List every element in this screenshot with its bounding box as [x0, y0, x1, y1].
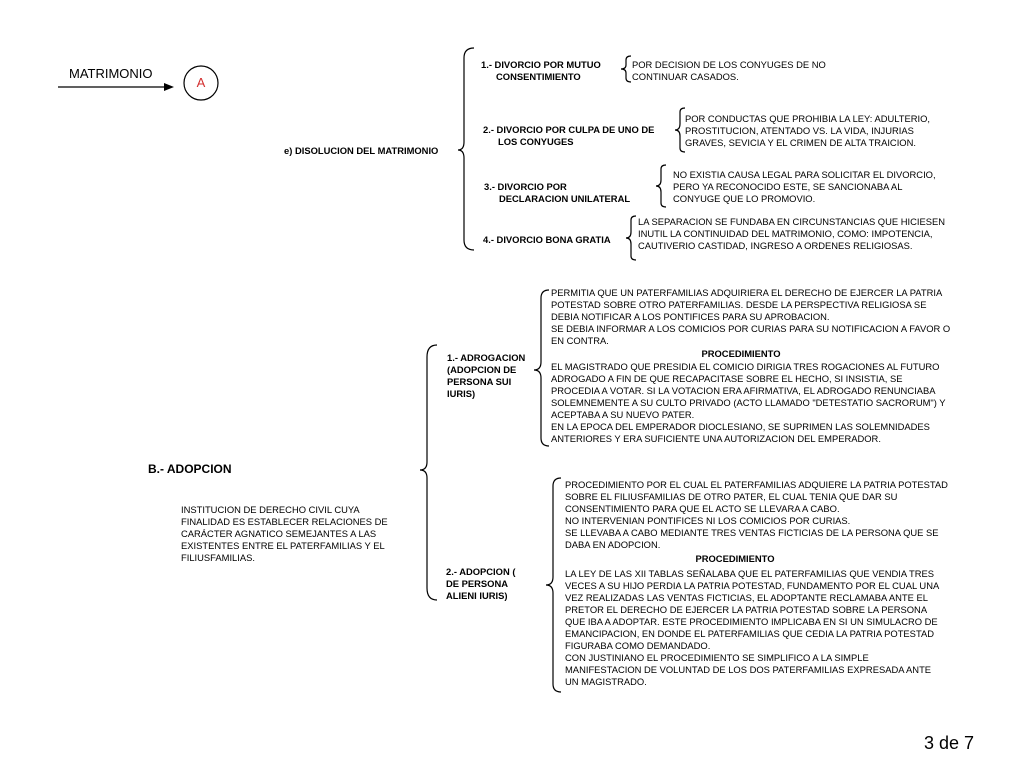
brace-adrogacion: [534, 290, 549, 446]
badge-a: A: [196, 75, 206, 90]
divorcio-1-label: 1.- DIVORCIO POR MUTUO CONSENTIMIENTO: [481, 59, 601, 82]
divorcio-4-label: 4.- DIVORCIO BONA GRATIA: [483, 234, 611, 245]
divorcio-3-label: 3.- DIVORCIO POR DECLARACION UNILATERAL: [484, 181, 631, 204]
matrimonio-arrow-head: [164, 83, 174, 91]
adopcion-alieni-procedure-title: PROCEDIMIENTO: [695, 553, 775, 565]
adrogacion-procedure-title: PROCEDIMIENTO: [701, 347, 781, 359]
divorcio-2-description: POR CONDUCTAS QUE PROHIBIA LA LEY: ADULTERIO, PROSTITUCION, ATENTADO VS. LA VIDA, INJURIAS GRAVES, SEVICIA Y EL CRIMEN DE ALTA TRAICION.: [685, 113, 931, 148]
divorcio-4-description: LA SEPARACION SE FUNDABA EN CIRCUNSTANCIAS QUE HICIESEN INUTIL LA CONTINUIDAD DEL MATRIMONIO, COMO: IMPOTENCIA, CAUTIVERIO CASTIDAD, INGRESO A ORDENES RELIGIOSAS.: [638, 216, 946, 251]
matrimonio-title: MATRIMONIO: [69, 66, 153, 81]
brace-disolucion: [458, 48, 474, 250]
divorcio-1-description: POR DECISION DE LOS CONYUGES DE NO CONTINUAR CASADOS.: [632, 59, 826, 82]
adrogacion-description: PERMITIA QUE UN PATERFAMILIAS ADQUIRIERA EL DERECHO DE EJERCER LA PATRIA POTESTAD SOBRE OTRO PATERFAMILIAS. DESDE LA PERSPECTIVA RELIGIOSA SE DEBIA NOTIFICAR A LOS PONTIFICES PARA SU APROBACION. SE DEBIA INFORMAR A LOS COMICIOS POR CURIAS PARA SU NOTIFICACION A FAVOR O EN CONTRA. PROCEDIMIENTO EL MAGISTRADO QUE PRESIDIA EL COMICIO DIRIGIA TRES ROGACIONES AL FUTURO ADROGADO A FIN DE QUE RECAPACITASE SOBRE EL HECHO, SI INSISTIA, SE PROCEDIA A VOTAR. SI LA VOTACION ERA AFIRMATIVA, EL ADROGADO RENUNCIABA SOLEMNEMENTE A SU CULTO PRIVADO (ACTO LLAMADO "DETESTATIO SACRORUM") Y ACEPTABA A SU NUEVO PATER. EN LA EPOCA DEL EMPERADOR DIOCLESIANO, SE SUPRIMEN LAS SOLEMNIDADES ANTERIORES Y ERA SUFICIENTE UNA AUTORIZACION DEL EMPERADOR.: [551, 287, 951, 444]
adopcion-title: B.- ADOPCION: [148, 462, 232, 476]
adopcion-alieni-label: 2.- ADOPCION ( DE PERSONA ALIENI IURIS): [446, 566, 516, 601]
divorcio-3-description: NO EXISTIA CAUSA LEGAL PARA SOLICITAR EL DIVORCIO, PERO YA RECONOCIDO ESTE, SE SANCIONABA AL CONYUGE QUE LO PROMOVIO.: [673, 169, 936, 204]
adopcion-alieni-description: PROCEDIMIENTO POR EL CUAL EL PATERFAMILIAS ADQUIERE LA PATRIA POTESTAD SOBRE EL FILIUSFAMILIAS DE OTRO PATER, EL CUAL TENIA QUE DAR SU CONSENTIMIENTO PARA QUE EL ACTO SE LLEVARA A CABO. NO INTERVENIAN PONTIFICES NI LOS COMICIOS POR CURIAS. SE LLEVABA A CABO MEDIANTE TRES VENTAS FICTICIAS DE LA PERSONA QUE SE DABA EN ADOPCION. PROCEDIMIENTO LA LEY DE LAS XII TABLAS SEÑALABA QUE EL PATERFAMILIAS QUE VENDIA TRES VECES A SU HIJO PERDIA LA PATRIA POTESTAD, FUNDAMENTO POR EL CUAL UNA VEZ REALIZADAS LAS VENTAS FICTICIAS, EL ADOPTANTE RECLAMABA ANTE EL PRETOR EL DERECHO DE EJERCER LA PATRIA POTESTAD SOBRE LA PERSONA QUE IBA A ADOPTAR. ESTE PROCEDIMIENTO IMPLICABA EN SI UN SIMULACRO DE EMANCIPACION, EN DONDE EL PATERFAMILIAS QUE CEDIA LA PATRIA POTESTAD FIGURABA COMO DEMANDADO. CON JUSTINIANO EL PROCEDIMIENTO SE SIMPLIFICO A LA SIMPLE MANIFESTACION DE VOLUNTAD DE LOS DOS PATERFAMILIAS EXPRESADA ANTE UN MAGISTRADO.: [565, 479, 948, 687]
brace-divorcio-1: [621, 56, 631, 82]
divorcio-2-label: 2.- DIVORCIO POR CULPA DE UNO DE LOS CONYUGES: [483, 124, 655, 147]
adrogacion-label: 1.- ADROGACION (ADOPCION DE PERSONA SUI IURIS): [447, 352, 526, 399]
brace-divorcio-4: [626, 216, 636, 260]
brace-divorcio-3: [656, 165, 666, 207]
brace-adopcion-alieni: [546, 478, 561, 692]
page-number: 3 de 7: [924, 733, 975, 753]
brace-divorcio-2: [675, 108, 685, 152]
brace-adopcion: [420, 345, 437, 600]
adopcion-definition: INSTITUCION DE DERECHO CIVIL CUYA FINALIDAD ES ESTABLECER RELACIONES DE CARÁCTER AGNATICO SEMEJANTES A LAS EXISTENTES ENTRE EL PATERFAMILIAS Y EL FILIUSFAMILIAS.: [181, 504, 388, 563]
disolucion-label: e) DISOLUCION DEL MATRIMONIO: [284, 145, 439, 156]
